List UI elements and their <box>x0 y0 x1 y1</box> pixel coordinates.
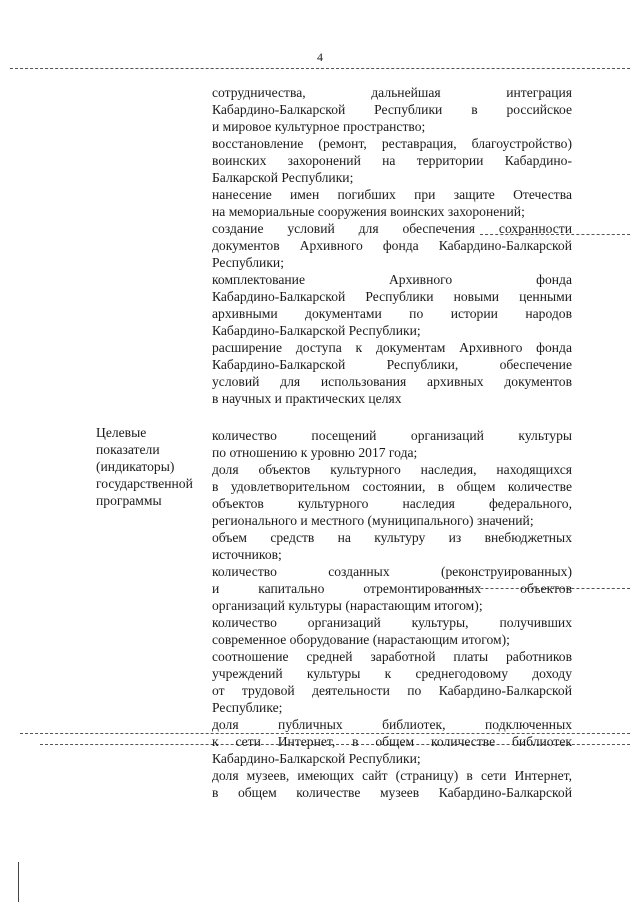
text-line: Республике; <box>212 700 283 715</box>
text-line: документов Архивного фонда Кабардино-Балкарской <box>212 238 572 253</box>
label-line: программы <box>96 493 162 508</box>
indicator-item <box>212 563 572 614</box>
text-line: создание условий для обеспечения сохранности <box>212 221 572 236</box>
scan-dash-line-top <box>10 68 630 69</box>
text-line: воинских захоронений на территории Кабардино- <box>212 153 572 168</box>
indicator-item <box>212 767 572 801</box>
indicator-item <box>212 461 572 529</box>
text-line: к сети Интернет, в общем количестве библиотек <box>212 734 572 749</box>
text-line: объектов культурного наследия федерального, <box>212 496 572 511</box>
text-line: от трудовой деятельности по Кабардино-Балкарской <box>212 683 572 698</box>
label-line: государственной <box>96 476 193 491</box>
task-item <box>212 186 572 220</box>
text-line: Кабардино-Балкарской Республики; <box>212 323 421 338</box>
task-item <box>212 135 572 186</box>
text-line: объем средств на культуру из внебюджетных <box>212 530 572 545</box>
indicator-item <box>212 427 572 461</box>
text-line: и капитально отремонтированных объектов <box>212 581 572 596</box>
text-line: нанесение имен погибших при защите Отечества <box>212 187 572 202</box>
text-line: Кабардино-Балкарской Республики новыми ценными <box>212 289 572 304</box>
text-line: на мемориальные сооружения воинских захоронений; <box>212 204 525 219</box>
scan-margin-mark <box>18 862 19 902</box>
text-line: источников; <box>212 547 282 562</box>
indicator-item <box>212 648 572 716</box>
text-line: архивными документами по истории народов <box>212 306 572 321</box>
text-line: условий для использования архивных документов <box>212 374 572 389</box>
text-line: соотношение средней заработной платы работников <box>212 649 572 664</box>
text-line: организаций культуры (нарастающим итогом); <box>212 598 483 613</box>
text-line: доля объектов культурного наследия, находящихся <box>212 462 572 477</box>
text-line: комплектование Архивного фонда <box>212 272 572 287</box>
indicator-item <box>212 716 572 767</box>
text-line: доля музеев, имеющих сайт (страницу) в сети Интернет, <box>212 768 572 783</box>
text-line: количество организаций культуры, получивших <box>212 615 572 630</box>
label-line: (индикаторы) <box>96 459 175 474</box>
text-line: Кабардино-Балкарской Республики; <box>212 751 421 766</box>
text-line: Кабардино-Балкарской Республики, обеспечение <box>212 357 572 372</box>
task-item <box>212 220 572 271</box>
text-line: регионального и местного (муниципального) значений; <box>212 513 534 528</box>
task-item <box>212 84 572 135</box>
label-line: показатели <box>96 442 160 457</box>
text-line: восстановление (ремонт, реставрация, благоустройство) <box>212 136 572 151</box>
text-line: Балкарской Республики; <box>212 170 354 185</box>
task-item <box>212 339 572 407</box>
indicator-item <box>212 614 572 648</box>
text-line: доля публичных библиотек, подключенных <box>212 717 572 732</box>
text-line: и мировое культурное пространство; <box>212 119 426 134</box>
text-line: сотрудничества, дальнейшая интеграция <box>212 85 572 100</box>
program-content-column <box>212 84 572 801</box>
text-line: в общем количестве музеев Кабардино-Балкарской <box>212 785 572 800</box>
text-line: расширение доступа к документам Архивного фонда <box>212 340 572 355</box>
text-line: Кабардино-Балкарской Республики в российское <box>212 102 572 117</box>
text-line: в удовлетворительном состоянии, в общем количестве <box>212 479 572 494</box>
text-line: количество созданных (реконструированных) <box>212 564 572 579</box>
target-indicators-label <box>96 424 208 509</box>
text-line: количество посещений организаций культуры <box>212 428 572 443</box>
text-line: в научных и практических целях <box>212 391 402 406</box>
page-number: 4 <box>317 50 323 64</box>
text-line: современное оборудование (нарастающим итогом); <box>212 632 510 647</box>
text-line: Республики; <box>212 255 284 270</box>
task-item <box>212 271 572 339</box>
label-line: Целевые <box>96 425 147 440</box>
indicator-item <box>212 529 572 563</box>
text-line: учреждений культуры к среднегодовому доходу <box>212 666 572 681</box>
text-line: по отношению к уровню 2017 года; <box>212 445 418 460</box>
